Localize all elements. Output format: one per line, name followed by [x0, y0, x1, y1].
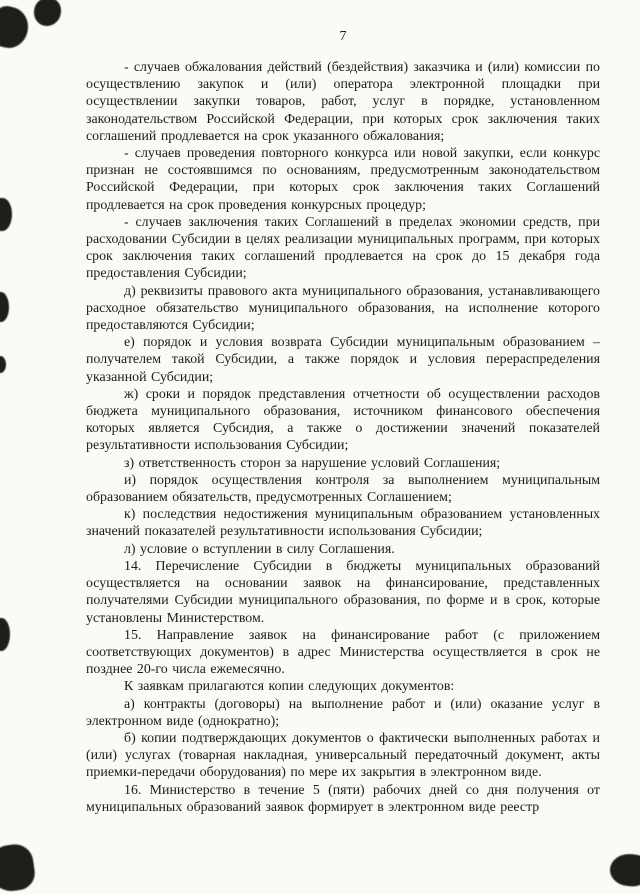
paragraph: е) порядок и условия возврата Субсидии муниципальным образованием – получателем такой Субсидии, а также порядок и условия перераспределения указанной Субсидии; — [86, 335, 600, 385]
page-number: 7 — [339, 29, 347, 44]
paragraph: и) порядок осуществления контроля за выполнением муниципальным образованием обязательств, предусмотренных Соглашением; — [86, 472, 600, 506]
paragraph: - случаев проведения повторного конкурса или новой закупки, если конкурс признан не состоявшимся по основаниям, предусмотренным законодательством Российской Федерации, при которых срок заключения таких Соглашений продлевается на срок проведения конкурсных процедур; — [86, 146, 600, 213]
scan-smudge-bottom-left — [0, 842, 37, 894]
paragraph: - случаев заключения таких Соглашений в пределах экономии средств, при расходовании Субсидии в целях реализации муниципальных программ, при которых срок заключения таких соглашений продлевается на срок до 15 декабря года предоставления Субсидии; — [86, 214, 600, 282]
paragraph: б) копии подтверждающих документов о фактически выполненных работах и (или) услугах (товарная накладная, универсальный передаточный документ, акты приемки-передачи оборудования) по мере их закрытия в электронном виде. — [86, 730, 600, 781]
scan-smudge-left-edge-4 — [0, 618, 10, 651]
paragraph: - случаев обжалования действий (бездействия) заказчика и (или) комиссии по осуществлению закупок и (или) оператора электронной площадки при осуществлении закупки товаров, работ, услуг в порядке, установленном законодательством Российской Федерации, при которых срок заключения таких соглашений продлевается на срок указанного обжалования; — [86, 60, 600, 144]
scan-smudge-left-edge-2 — [0, 292, 9, 322]
paragraph: 15. Направление заявок на финансирование работ (с приложением соответствующих документов) в адрес Министерства осуществляется в срок не позднее 20-го числа ежемесячно. — [86, 627, 600, 678]
scan-smudge-left-edge-1 — [0, 198, 12, 231]
paragraph: 16. Министерство в течение 5 (пяти) рабочих дней со дня получения от муниципальных образований заявок формирует в электронном виде реестр — [86, 782, 600, 815]
paragraph: а) контракты (договоры) на выполнение работ и (или) оказание услуг в электронном виде (однократно); — [86, 696, 600, 729]
paragraph: д) реквизиты правового акта муниципального образования, устанавливающего расходное обязательство муниципального образования, на исполнение которого предоставляются Субсидии; — [86, 283, 600, 334]
paragraph: л) условие о вступлении в силу Соглашения. — [124, 541, 395, 557]
scan-smudge-top-left-2 — [34, 0, 61, 26]
paragraph: К заявкам прилагаются копии следующих документов: — [124, 679, 455, 695]
scan-smudge-bottom-right — [608, 852, 640, 888]
document-body — [86, 28, 600, 816]
paragraph: з) ответственность сторон за нарушение условий Соглашения; — [124, 455, 501, 471]
paragraph: 14. Перечисление Субсидии в бюджеты муниципальных образований осуществляется на основании заявок на финансирование, представленных получателями Субсидии муниципального образования, по форме и в срок, которые установлены Министерством. — [86, 558, 600, 626]
scan-smudge-left-edge-3 — [0, 356, 6, 373]
scan-smudge-top-left-1 — [0, 3, 32, 52]
paragraph: к) последствия недостижения муниципальным образованием установленных значений показателей результативности использования Субсидии; — [86, 507, 600, 540]
paragraph: ж) сроки и порядок представления отчетности об осуществлении расходов бюджета муниципального образования, источником финансового обеспечения которых является Субсидия, а также о достижении значений показателей результативности использования Субсидии; — [86, 386, 600, 454]
